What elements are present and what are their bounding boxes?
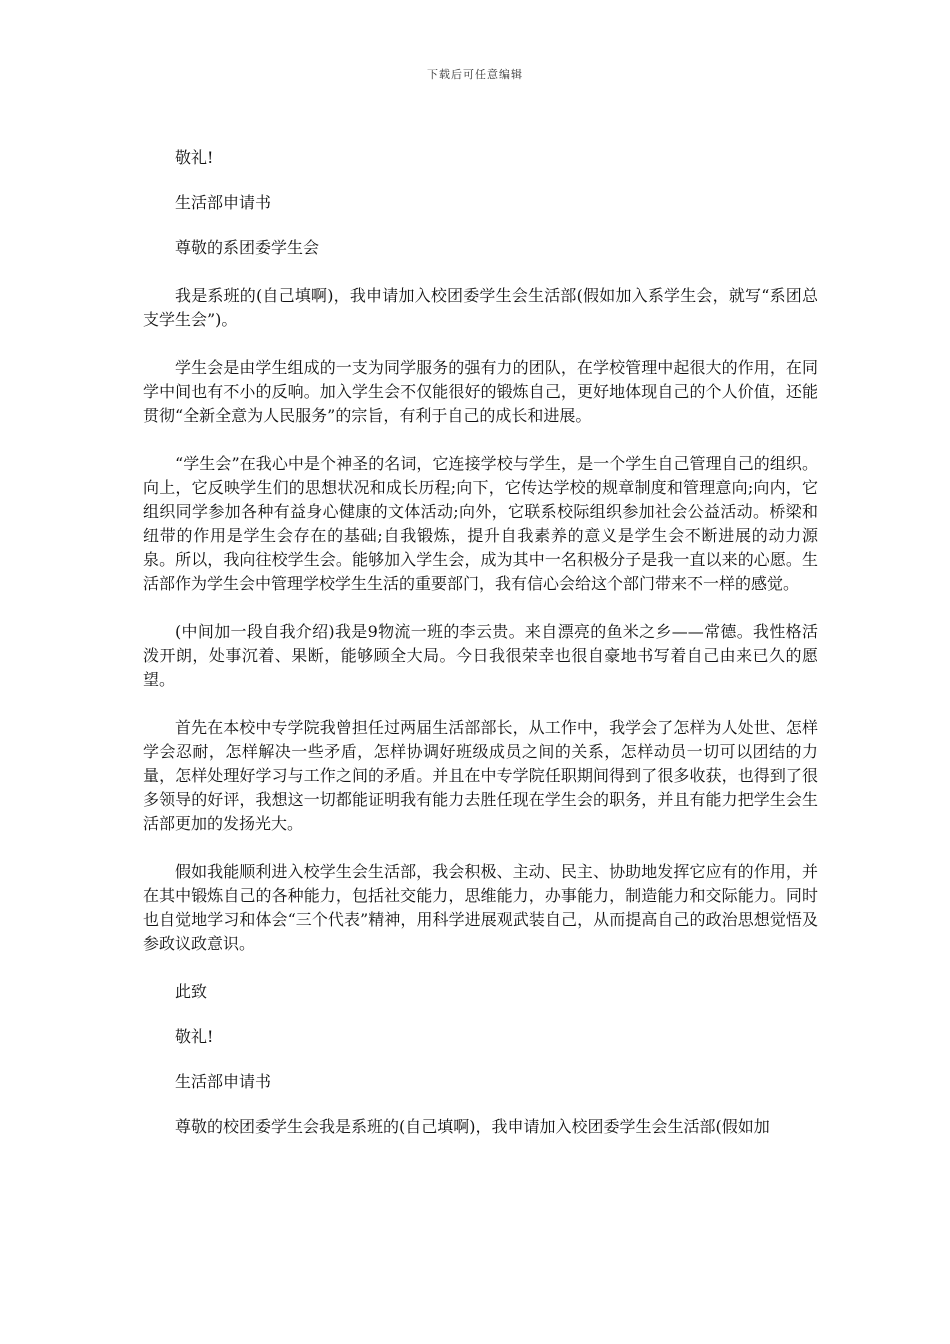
- page-header: 下载后可任意编辑: [427, 68, 523, 81]
- document-title: 生活部申请书: [175, 1072, 272, 1091]
- body-paragraph: “学生会”在我心中是个神圣的名词，它连接学校与学生，是一个学生自己管理自己的组织。向上，它反映学生们的思想状况和成长历程;向下，它传达学校的规章制度和管理意向;向内，它组织同学参加各种有益身心健康的文体活动;向外，它联系校际组织参加社会公益活动。桥梁和纽带的作用是学生会存在的基础;自我锻炼，提升自我素养的意义是学生会不断进展的动力源泉。所以，我向往校学生会。能够加入学生会，成为其中一名积极分子是我一直以来的心愿。生活部作为学生会中管理学校学生生活的重要部门，我有信心会给这个部门带来不一样的感觉。: [143, 454, 818, 593]
- body-paragraph: 假如我能顺利进入校学生会生活部，我会积极、主动、民主、协助地发挥它应有的作用，并在其中锻炼自己的各种能力，包括社交能力，思维能力，办事能力，制造能力和交际能力。同时也自觉地学习和体会“三个代表”精神，用科学进展观武装自己，从而提高自己的政治思想觉悟及参政议政意识。: [143, 862, 818, 953]
- body-paragraph: (中间加一段自我介绍)我是9物流一班的李云贵。来自漂亮的鱼米之乡——常德。我性格活泼开朗，处事沉着、果断，能够顾全大局。今日我很荣幸也很自豪地书写着自己由来已久的愿望。: [143, 622, 818, 689]
- salutation: 尊敬的系团委学生会: [175, 238, 320, 257]
- document-title: 生活部申请书: [175, 193, 272, 212]
- body-paragraph: 我是系班的(自己填啊)，我申请加入校团委学生会生活部(假如加入系学生会，就写“系团总支学生会”)。: [143, 286, 818, 329]
- closing-salute: 敬礼!: [175, 148, 214, 167]
- document-body: [143, 146, 818, 1163]
- body-paragraph: 学生会是由学生组成的一支为同学服务的强有力的团队，在学校管理中起很大的作用，在同学中间也有不小的反响。加入学生会不仅能很好的锻炼自己，更好地体现自己的个人价值，还能贯彻“全新全意为人民服务”的宗旨，有利于自己的成长和进展。: [143, 358, 818, 425]
- body-paragraph: 首先在本校中专学院我曾担任过两届生活部部长，从工作中，我学会了怎样为人处世、怎样学会忍耐，怎样解决一些矛盾，怎样协调好班级成员之间的关系，怎样动员一切可以团结的力量，怎样处理好学习与工作之间的矛盾。并且在中专学院任职期间得到了很多收获，也得到了很多领导的好评，我想这一切都能证明我有能力去胜任现在学生会的职务，并且有能力把学生会生活部更加的发扬光大。: [143, 718, 818, 833]
- closing-salute: 敬礼!: [175, 1027, 214, 1046]
- body-paragraph: 尊敬的校团委学生会我是系班的(自己填啊)，我申请加入校团委学生会生活部(假如加: [175, 1117, 770, 1136]
- closing-phrase: 此致: [175, 982, 208, 1001]
